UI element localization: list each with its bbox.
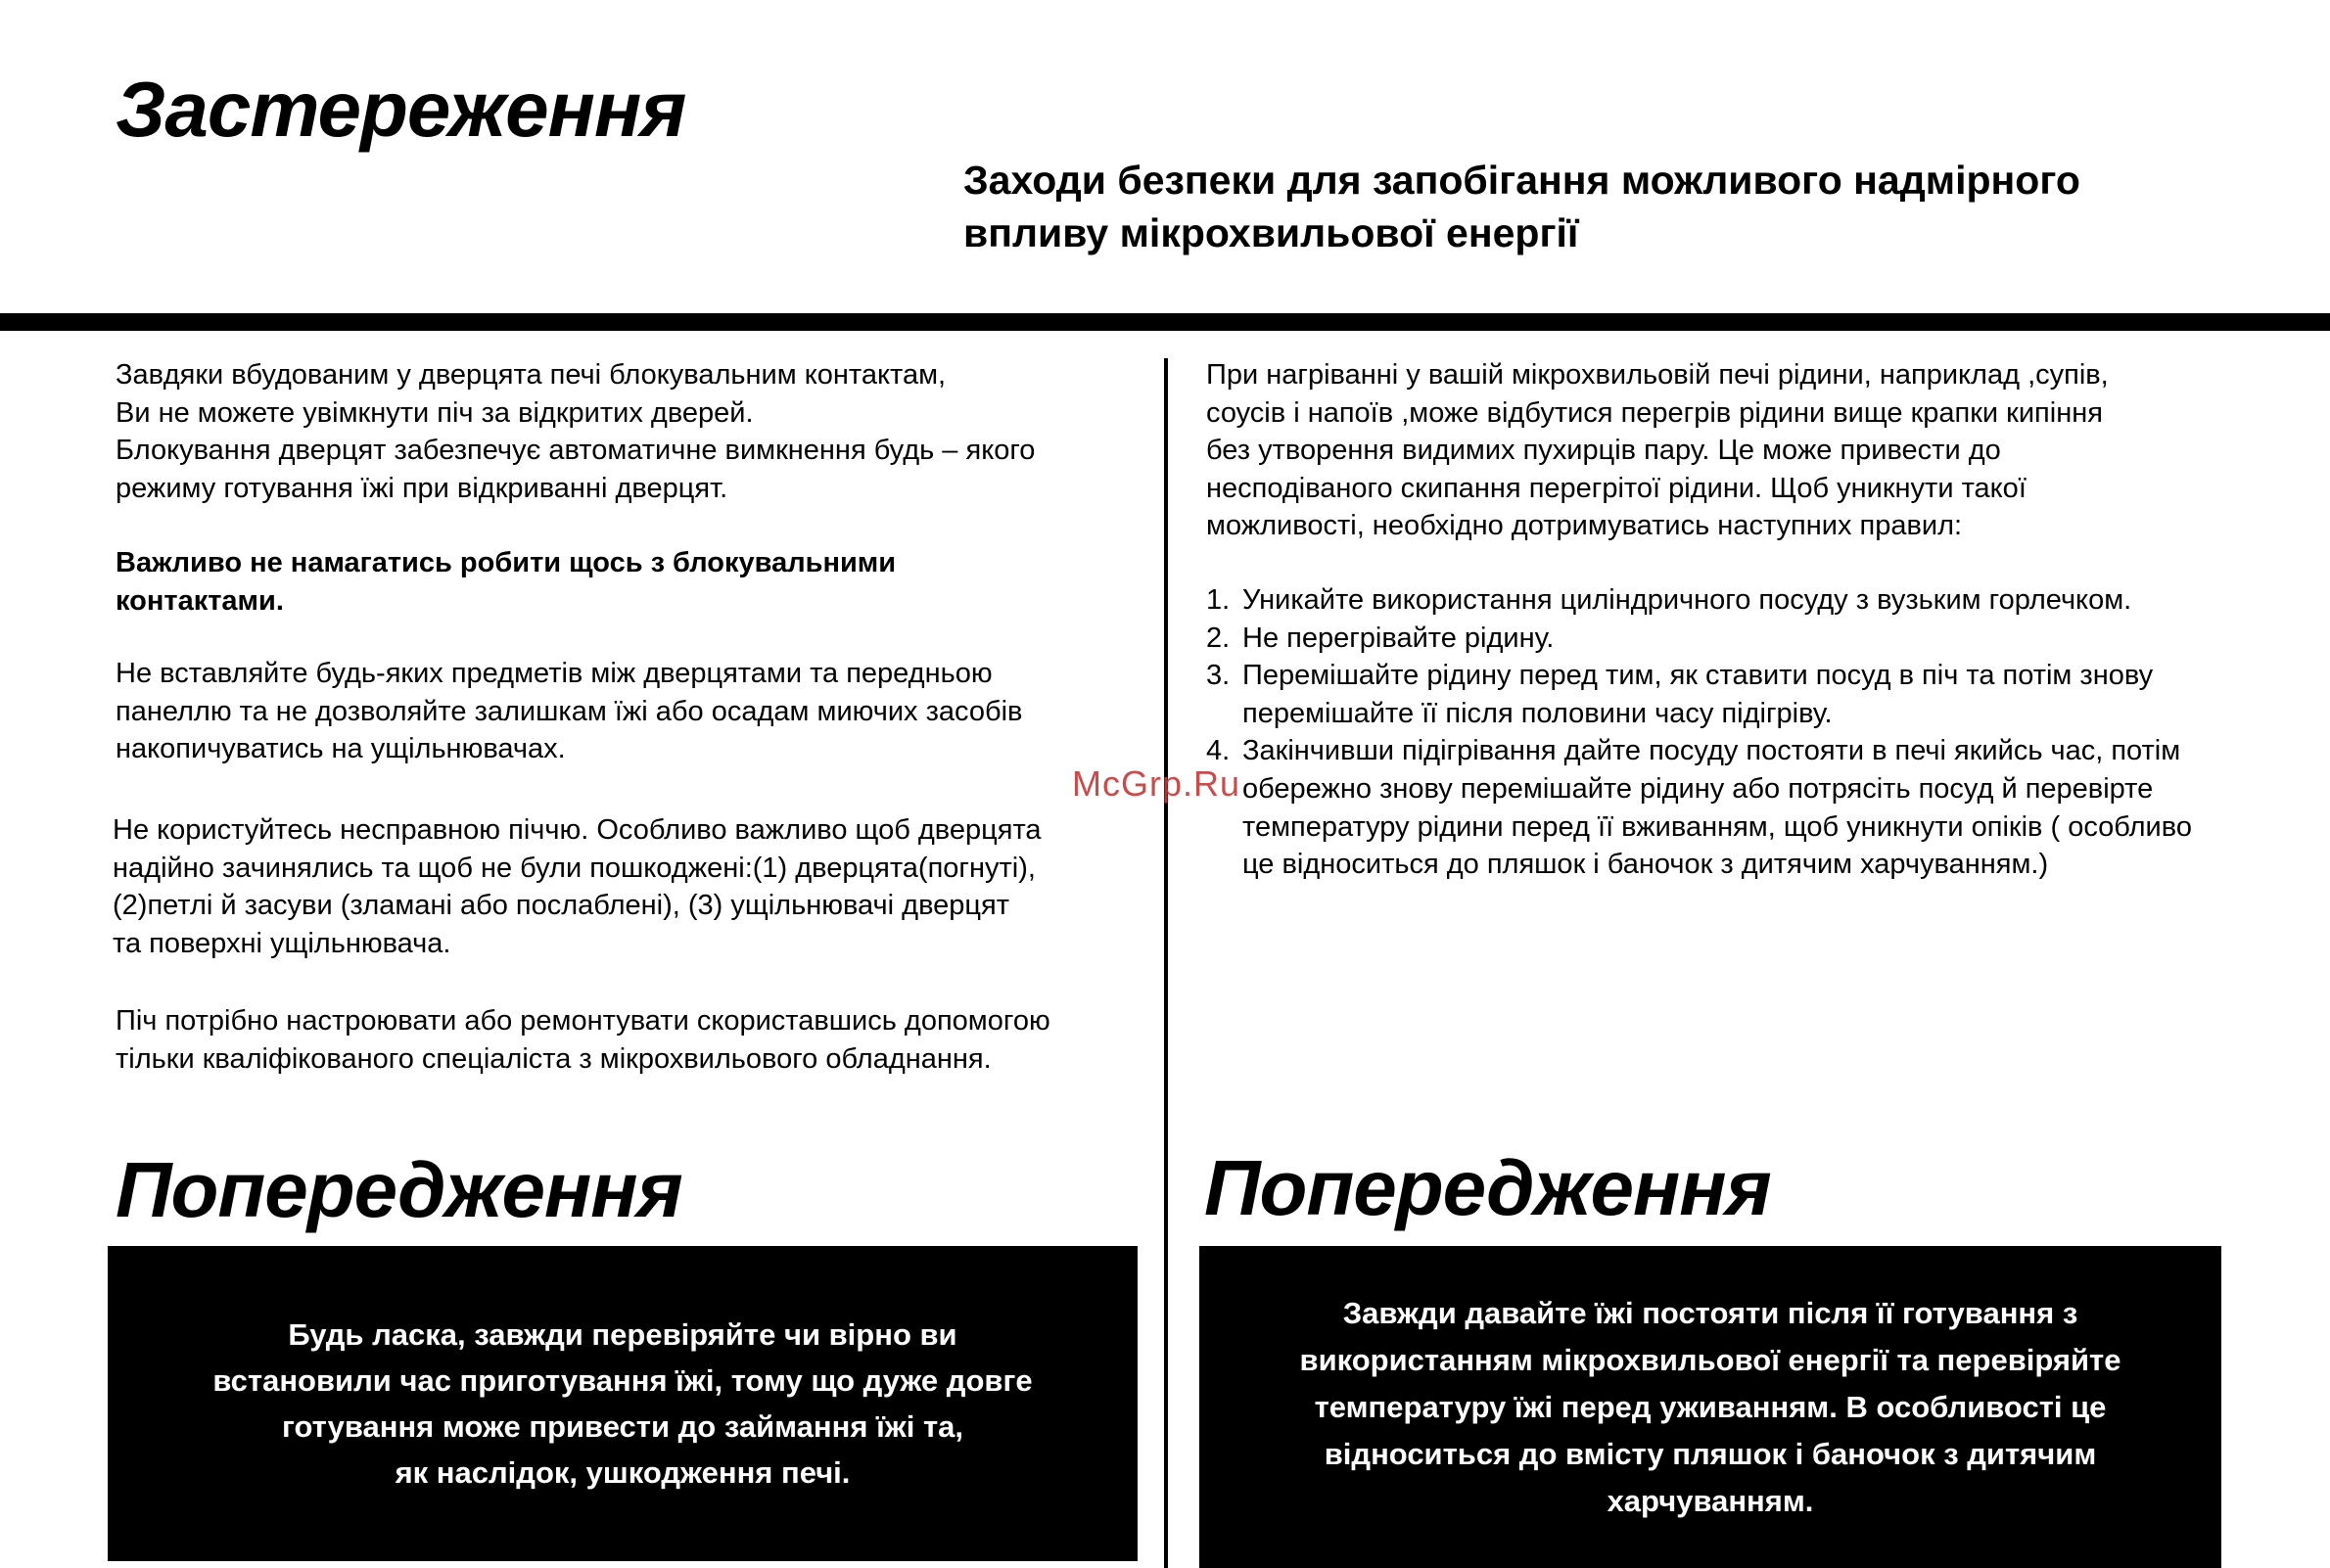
paragraph-line: Не користуйтесь несправною піччю. Особливо важливо щоб дверцята	[113, 814, 1042, 846]
paragraph-line: соусів і напоїв ,може відбутися перегрів рідини вище крапки кипіння	[1206, 396, 2103, 429]
paragraph-line: без утворення видимих пухирців пару. Це може привести до	[1206, 435, 2001, 467]
warning-heading-left: Попередження	[116, 1146, 682, 1233]
paragraph-line: накопичуватись на ущільнювачах.	[116, 733, 566, 765]
list-item-line: температуру рідини перед її вживанням, щоб уникнути опіків ( особливо	[1242, 810, 2192, 843]
paragraph-line: режиму готування їжі при відкриванні дверцят.	[116, 472, 728, 504]
warning-line: температуру їжі перед уживанням. В особливості це	[1314, 1389, 2107, 1424]
objects-paragraph	[116, 655, 1022, 768]
watermark: McGrp.Ru	[1072, 763, 1241, 804]
paragraph-line: Ви не можете увімкнути піч за відкритих дверей.	[116, 396, 754, 429]
paragraph-line: Не вставляйте будь-яких предметів між дверцятами та передньою	[116, 658, 993, 689]
warning-line: готування може привести до займання їжі та,	[281, 1409, 964, 1444]
interlock-paragraph	[116, 356, 1035, 507]
important-note-paragraph	[116, 544, 896, 620]
warning-line: відноситься до вмісту пляшок і баночок з дитячим	[1324, 1436, 2097, 1471]
page-title: Застереження	[116, 66, 686, 153]
paragraph-line: контактами.	[116, 584, 284, 617]
damage-paragraph	[113, 811, 1042, 962]
list-item	[1206, 657, 2192, 732]
rules-list	[1206, 581, 2192, 884]
list-item-line: це відноситься до пляшок і баночок з дитячим харчуванням.)	[1242, 849, 2049, 881]
subtitle-line-1: Заходи безпеки для запобігання можливого надмірного	[963, 158, 2080, 203]
warning-line: харчуванням.	[1607, 1483, 1814, 1518]
paragraph-line: панеллю та не дозволяйте залишкам їжі або осадам миючих засобів	[116, 695, 1023, 727]
list-item	[1206, 581, 2192, 620]
list-item-line: перемішайте її після половини часу підігріву.	[1242, 697, 1833, 729]
list-item-line: Уникайте використання циліндричного посуду з вузьким горлечком.	[1242, 584, 2132, 616]
warning-line: встановили час приготування їжі, тому що дуже довге	[212, 1363, 1033, 1398]
warning-line: Будь ласка, завжди перевіряйте чи вірно ви	[288, 1317, 957, 1352]
paragraph-line: можливості, необхідно дотримуватись наступних правил:	[1206, 510, 1963, 542]
liquid-heating-paragraph	[1206, 356, 2109, 545]
paragraph-line: надійно зачинялись та щоб не були пошкоджені:(1) дверцята(погнуті),	[113, 852, 1036, 884]
list-item-line: Не перегрівайте рідину.	[1242, 622, 1555, 654]
paragraph-line: Важливо не намагатись робити щось з блокувальними	[116, 547, 897, 578]
warning-line: як наслідок, ушкодження печі.	[395, 1455, 851, 1490]
list-item	[1206, 620, 2192, 658]
paragraph-line: Блокування дверцят забезпечує автоматичне вимкнення будь – якого	[116, 435, 1036, 467]
list-number: 1.	[1206, 584, 1231, 616]
list-item	[1206, 732, 2192, 883]
header-rule	[0, 313, 2330, 331]
warning-heading-right: Попередження	[1204, 1144, 1771, 1231]
column-divider	[1164, 358, 1168, 1568]
paragraph-line: Піч потрібно настроювати або ремонтувати скориставшись допомогою	[116, 1005, 1050, 1037]
paragraph-line: (2)петлі й засуви (зламані або послаблені), (3) ущільнювачі дверцят	[113, 890, 1010, 922]
paragraph-line: тільки кваліфікованого спеціаліста з мікрохвильового обладнання.	[116, 1042, 992, 1075]
warning-box-left	[108, 1246, 1138, 1561]
paragraph-line: При нагріванні у вашій мікрохвильовій печі рідини, наприклад ,супів,	[1206, 359, 2109, 391]
list-number: 3.	[1206, 660, 1231, 692]
paragraph-line: Завдяки вбудованим у дверцята печі блокувальним контактам,	[116, 359, 947, 391]
paragraph-line: несподіваного скипання перегрітої рідини. Щоб уникнути такої	[1206, 472, 2027, 504]
warning-box-right	[1199, 1246, 2221, 1568]
warning-line: Завжди давайте їжі постояти після її готування з	[1342, 1295, 2078, 1330]
list-item-line: Закінчивши підігрівання дайте посуду постояти в печі якийсь час, потім	[1242, 735, 2181, 767]
list-item-line: обережно знову перемішайте рідину або потрясіть посуд й перевірте	[1242, 772, 2154, 805]
subtitle-line-2: впливу мікрохвильової енергії	[963, 210, 1579, 255]
service-paragraph	[116, 1002, 1050, 1078]
paragraph-line: та поверхні ущільнювача.	[113, 927, 451, 959]
list-item-line: Перемішайте рідину перед тим, як ставити посуд в піч та потім знову	[1242, 660, 2154, 692]
list-number: 2.	[1206, 622, 1231, 654]
warning-line: використанням мікрохвильової енергії та перевіряйте	[1299, 1342, 2121, 1377]
list-number: 4.	[1206, 735, 1231, 767]
